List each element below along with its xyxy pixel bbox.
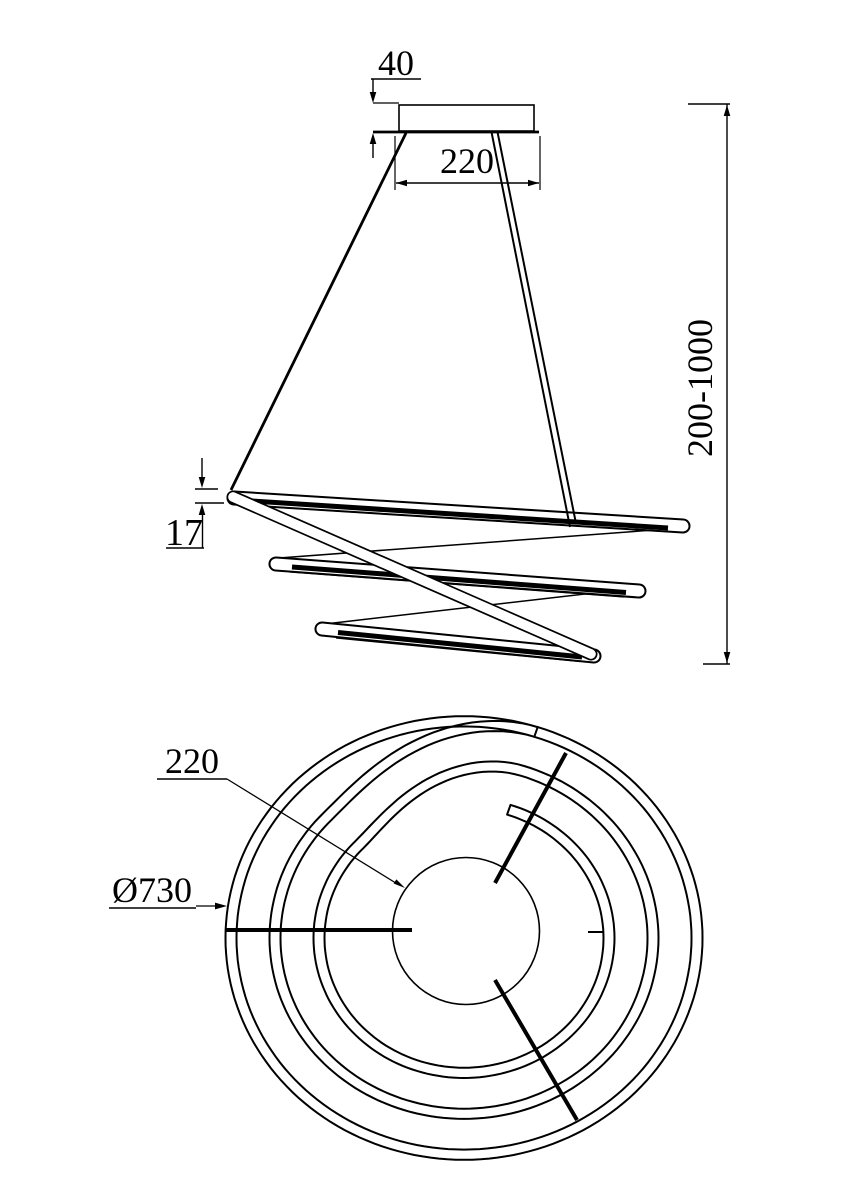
- suspension-cable-right: [492, 132, 571, 527]
- dim-text-outer-diameter: Ø730: [112, 870, 192, 910]
- dim-text-canopy-height: 40: [378, 43, 414, 83]
- ceiling-canopy: [399, 105, 534, 131]
- plan-view: [109, 716, 703, 1160]
- dim-text-suspension-range: 200-1000: [680, 319, 720, 457]
- leader-outer-diameter: [109, 870, 227, 910]
- suspension-cable-right-edge: [498, 132, 576, 521]
- spiral-lampshade-side: [227, 491, 689, 662]
- dimension-canopy-width: [395, 136, 540, 190]
- dimension-suspension-height: [680, 104, 730, 664]
- side-elevation-view: [165, 43, 730, 664]
- suspension-cable-left: [231, 133, 406, 490]
- leader-center-circle: [157, 741, 405, 888]
- dim-text-tube-thickness: 17: [165, 512, 203, 554]
- dim-text-center-circle: 220: [165, 741, 219, 781]
- canopy-circle-plan: [393, 858, 540, 1005]
- dim-text-canopy-width: 220: [440, 141, 494, 181]
- dimension-tube-thickness: [165, 458, 224, 554]
- spiral-tube-end-caps: [507, 727, 538, 815]
- support-wire-lower-right: [495, 980, 577, 1120]
